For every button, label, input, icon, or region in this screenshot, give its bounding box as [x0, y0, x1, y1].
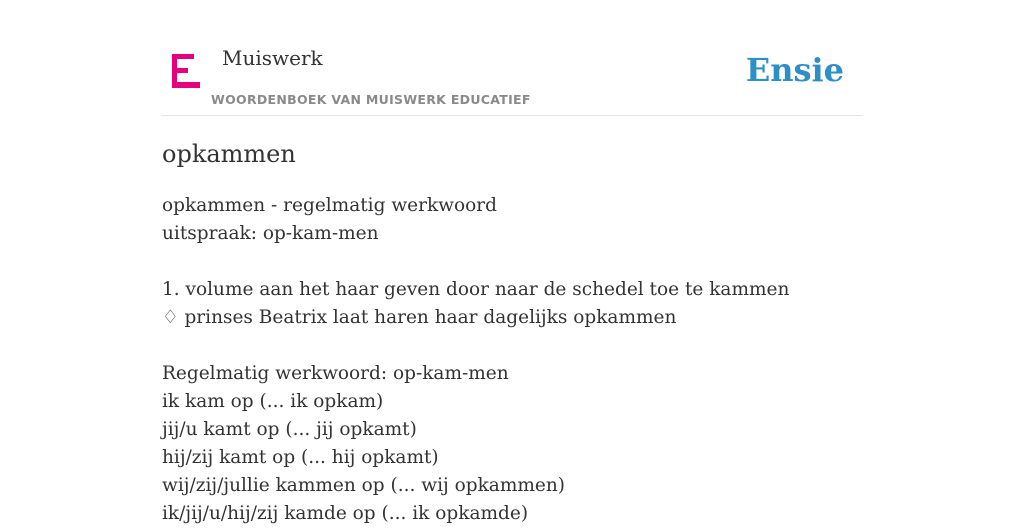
entry-title: opkammen	[162, 140, 296, 168]
entry-line: wij/zij/jullie kammen op (... wij opkammen)	[162, 475, 566, 496]
entry-body	[162, 192, 862, 528]
site-header	[162, 0, 862, 116]
muiswerk-logo-icon[interactable]	[172, 54, 200, 88]
entry-line: 1. volume aan het haar geven door naar de schedel toe te kammen	[162, 279, 790, 300]
site-name-link[interactable]: Muiswerk	[222, 46, 323, 70]
entry-line: hij/zij kamt op (... hij opkamt)	[162, 447, 439, 468]
entry-line: ik/jij/u/hij/zij kamde op (... ik opkamde)	[162, 503, 529, 524]
entry-line: ik kam op (... ik opkam)	[162, 391, 384, 412]
entry-line: ♢ prinses Beatrix laat haren haar dagelijks opkammen	[162, 307, 677, 328]
entry-line	[162, 248, 862, 276]
entry-line: uitspraak: op-kam-men	[162, 223, 379, 244]
entry-line: jij/u kamt op (... jij opkamt)	[162, 419, 417, 440]
entry-line: Regelmatig werkwoord: op-kam-men	[162, 363, 509, 384]
dictionary-subtitle: WOORDENBOEK VAN MUISWERK EDUCATIEF	[211, 92, 531, 107]
entry-content	[162, 136, 862, 528]
entry-line	[162, 332, 862, 360]
ensie-brand-link[interactable]: Ensie	[745, 51, 844, 89]
entry-line: opkammen - regelmatig werkwoord	[162, 195, 497, 216]
